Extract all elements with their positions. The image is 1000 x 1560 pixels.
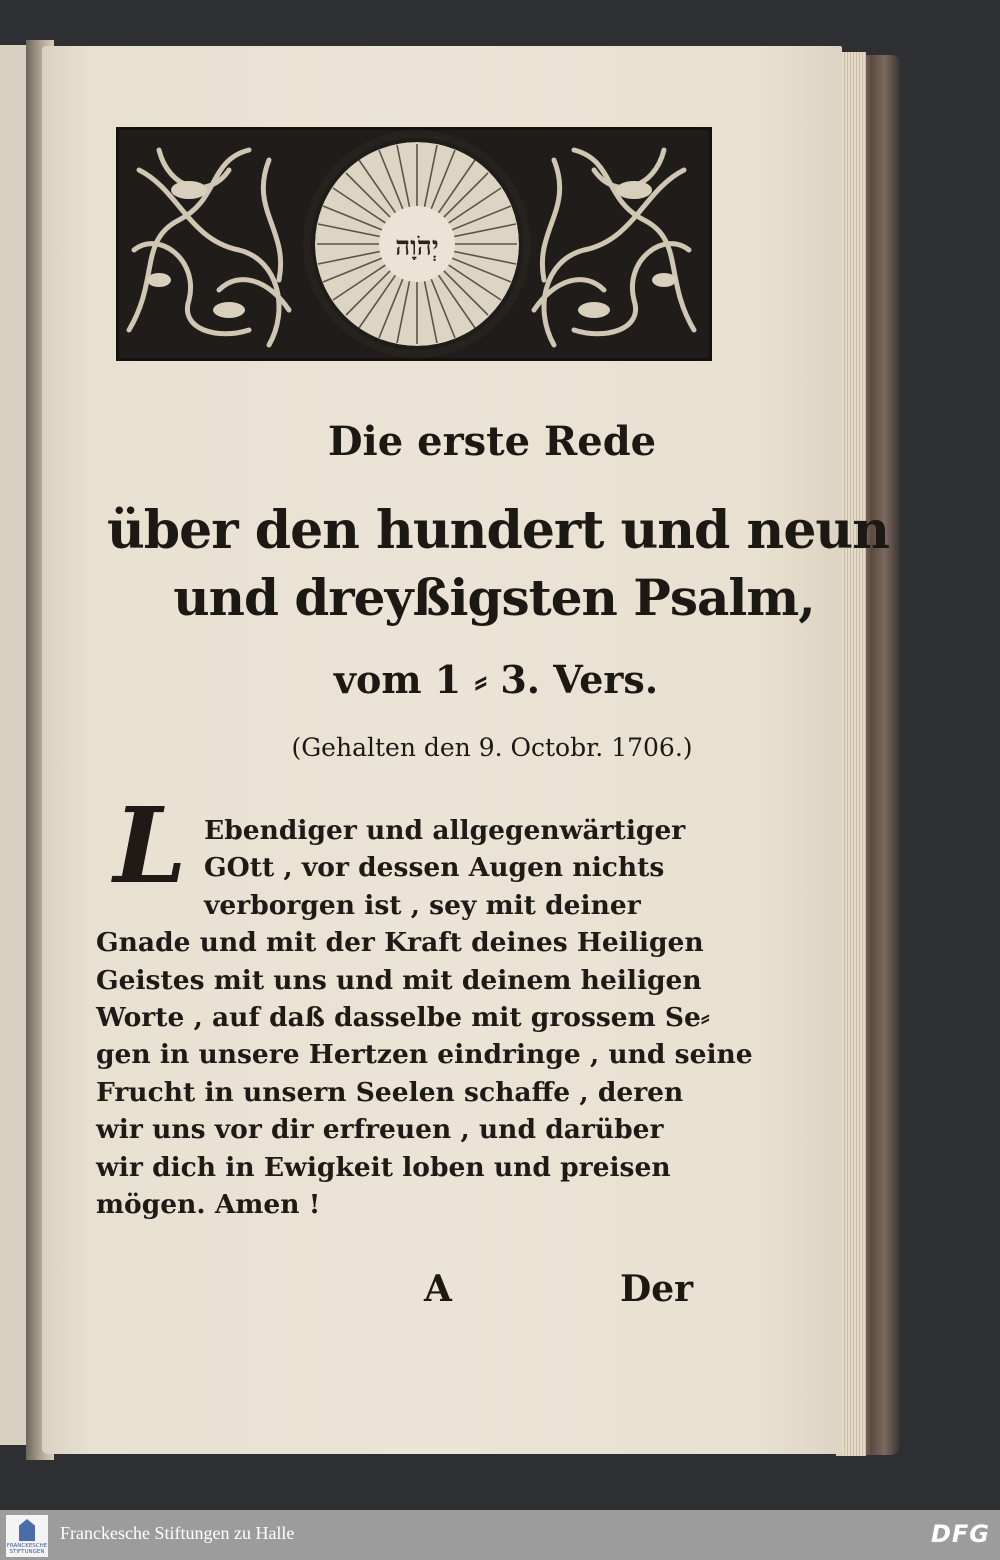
heading-line-1: Die erste Rede [327,418,657,465]
heading-verse-range: vom 1 ⸗ 3. Vers. [333,657,659,702]
catchword: Der [620,1268,694,1310]
viewer-footer [0,1510,1000,1560]
signature-mark: A [424,1268,452,1310]
text-line: wir uns vor dir erfreuen , und darüber [96,1114,664,1146]
initial-letter: L [113,784,187,907]
woodcut-ornament [116,127,712,361]
text-line: Gnade und mit der Kraft deines Heiligen [96,927,704,959]
text-line: mögen. Amen ! [96,1188,321,1220]
text-line: Worte , auf daß dasselbe mit grossem Se⸗ [96,1001,710,1033]
building-icon [19,1519,35,1541]
institution-name[interactable]: Franckesche Stiftungen zu Halle [60,1523,295,1543]
heading-line-3: und dreyßigsten Psalm, [173,568,815,627]
text-line: gen in unsere Hertzen eindringe , und seine [96,1039,753,1071]
logo-text: FRANCKESCHE STIFTUNGEN [6,1543,48,1555]
institution-logo[interactable] [6,1515,48,1557]
heading-date: (Gehalten den 9. Octobr. 1706.) [291,733,693,762]
text-line: Geistes mit uns und mit deinem heiligen [96,964,702,996]
dfg-logo[interactable]: DFG [930,1520,990,1548]
text-line: Ebendiger und allgegenwärtiger [204,815,686,846]
tetragrammaton: יְהֹוָה [395,232,439,262]
text-line: wir dich in Ewigkeit loben und preisen [96,1151,671,1183]
text-line: verborgen ist , sey mit deiner [204,889,641,921]
prayer-text [96,812,753,1223]
text-line: GOtt , vor dessen Augen nichts [204,852,665,884]
text-line: Frucht in unsern Seelen schaffe , deren [96,1076,684,1108]
heading-line-2: über den hundert und neun [106,500,890,561]
